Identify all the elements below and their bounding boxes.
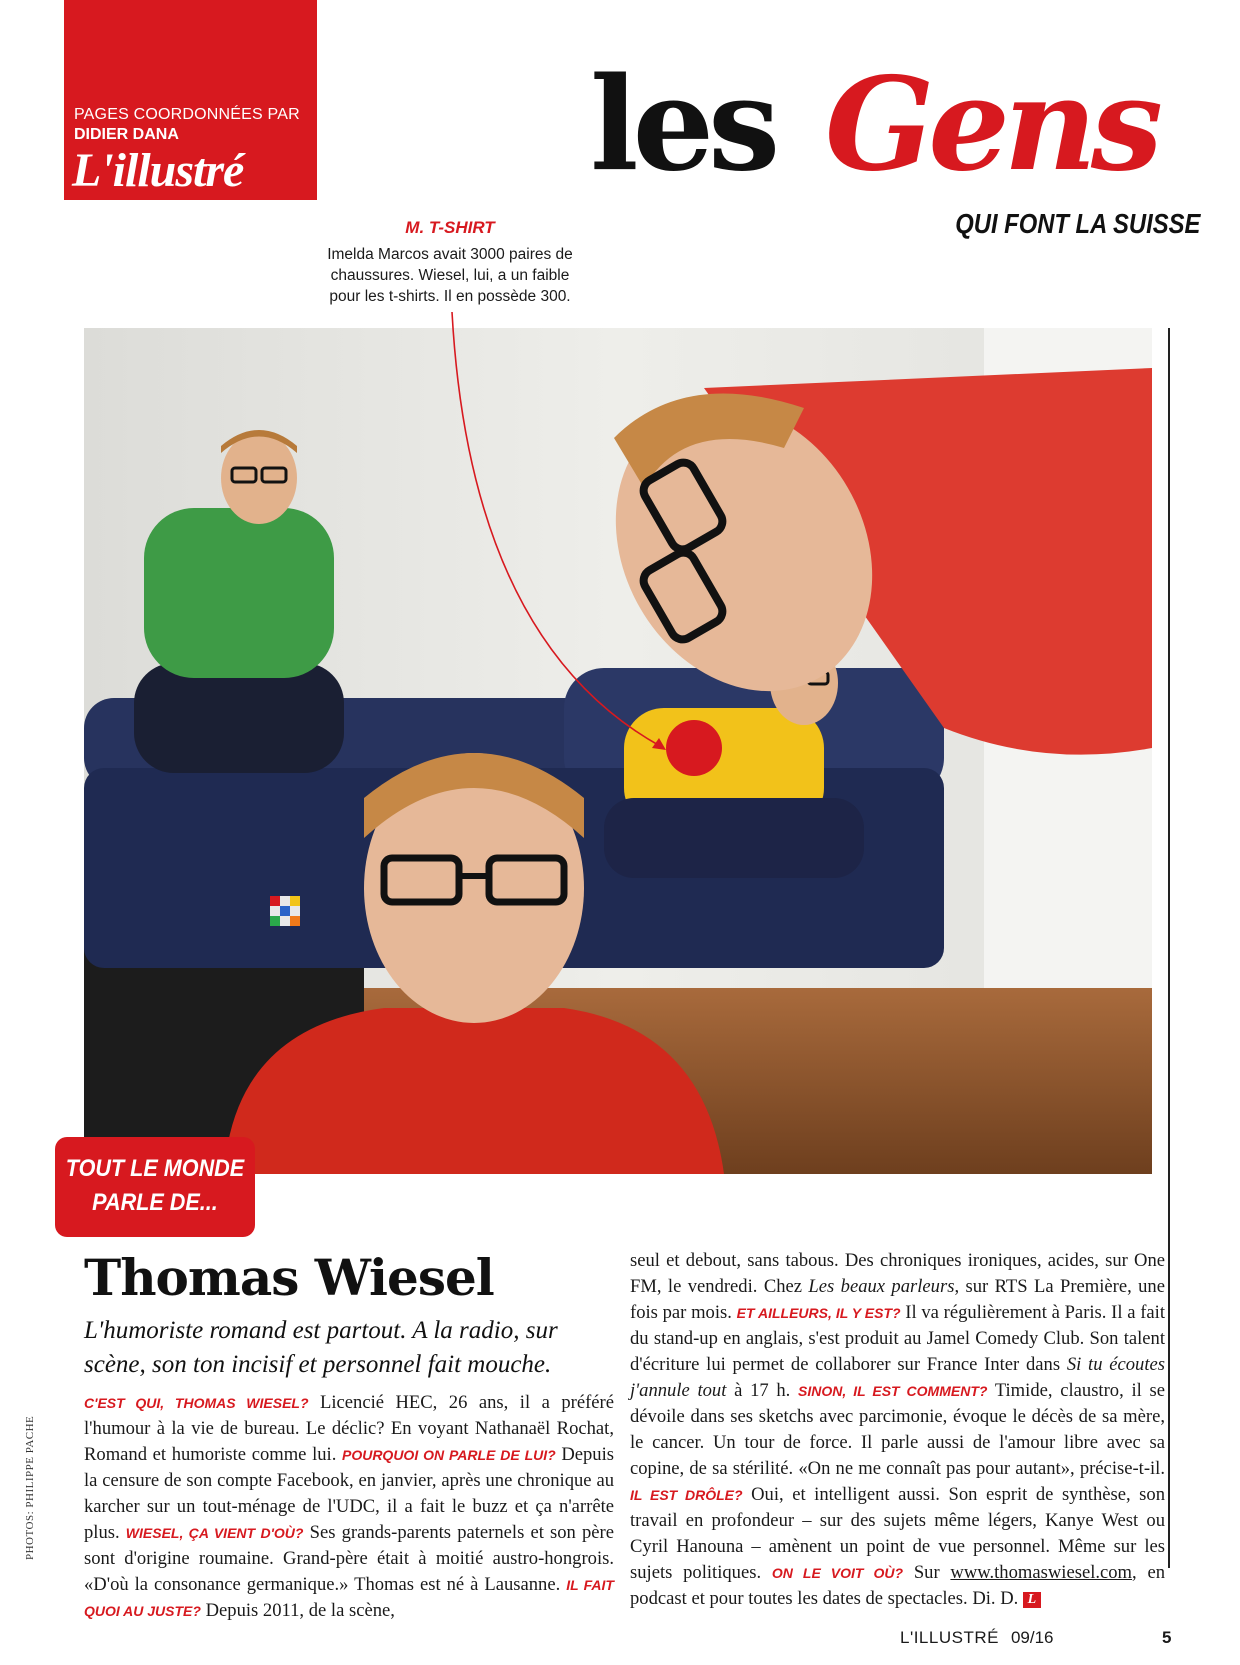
page-footer [900, 1628, 1172, 1648]
question-label: IL EST DRÔLE? [630, 1487, 743, 1503]
article-headline: Thomas Wiesel [84, 1248, 494, 1307]
rubiks-cube [270, 896, 300, 926]
question-label: C'EST QUI, THOMAS WIESEL? [84, 1395, 309, 1411]
main-photo [84, 328, 1152, 1174]
question-label: ET AILLEURS, IL Y EST? [736, 1305, 901, 1321]
answer-text: , sur RTS La Première, une fois par mois. [630, 1276, 1165, 1323]
tag-line-2: PARLE DE... [92, 1189, 218, 1216]
answer-text: Oui, et intelligent aussi. Son esprit de synthèse, son travail en profondeur – sur des sujets même légers, Kanye West ou Cyril Hanouna – amènent un point de vue personnel. Même sur les sujets politiques. [630, 1484, 1166, 1583]
website-link[interactable]: www.thomaswiesel.com [950, 1562, 1133, 1583]
article-lede: L'humoriste romand est partout. A la radio, sur scène, son ton incisif et personnel fait mouche. [84, 1317, 558, 1378]
caption-line: pour les t-shirts. Il en possède 300. [329, 288, 571, 305]
coordinated-by-label: PAGES COORDONNÉES PAR [74, 106, 300, 123]
answer-text: , en podcast et pour toutes les dates de spectacles. Di. D. [630, 1562, 1165, 1609]
magazine-logo: L'illustré [72, 144, 244, 197]
article-column-2 [630, 1248, 1165, 1612]
answer-text: Sur [903, 1562, 951, 1583]
coordinator-name: DIDIER DANA [74, 126, 179, 143]
caption-line: Imelda Marcos avait 3000 paires de [327, 246, 573, 263]
article-column-1 [84, 1390, 614, 1624]
section-subtitle: QUI FONT LA SUISSE [954, 208, 1200, 239]
question-label: ON LE VOIT OÙ? [771, 1565, 904, 1581]
section-tag [55, 1137, 255, 1237]
photo-caption-text [300, 244, 600, 307]
photo-caption-title: M. T-SHIRT [405, 218, 495, 237]
right-column-rule [1168, 328, 1170, 1568]
answer-text: Timide, claustro, il se dévoile dans ses sketchs avec parcimonie, évoque le décès de sa mère, le cancer. Un tour de force. Il parle aussi de l'amour libre avec sa copine, de sa stérilité. «On ne me connaît pas pour autant», précise-t-il. [630, 1380, 1165, 1479]
page-number: 5 [1162, 1628, 1172, 1647]
section-title-gens: Gens [825, 50, 1157, 200]
answer-text: Depuis 2011, de la scène, [200, 1600, 395, 1621]
header-red-box [64, 0, 317, 200]
end-mark-icon: L [1023, 1592, 1041, 1608]
question-label: WIESEL, ÇA VIENT D'OÙ? [125, 1525, 304, 1541]
answer-text: seul et debout, sans tabous. Des chroniques ironiques, acides, sur One FM, le vendredi. Chez [630, 1250, 1165, 1297]
footer-magazine: L'ILLUSTRÉ [900, 1628, 999, 1647]
question-label: POURQUOI ON PARLE DE LUI? [341, 1447, 556, 1463]
question-label: SINON, IL EST COMMENT? [798, 1383, 988, 1399]
photo-illustration [84, 328, 1152, 1174]
answer-text: Il va régulièrement à Paris. Il a fait du stand-up en anglais, s'est produit au Jamel Comedy Club. Son talent d'écriture lui permet de collaborer sur France Inter dans [630, 1302, 1165, 1375]
answer-text: à 17 h. [726, 1380, 799, 1401]
question-label: IL FAIT QUOI AU JUSTE? [84, 1577, 614, 1619]
tag-line-1: TOUT LE MONDE [65, 1155, 245, 1182]
section-title-les: les [590, 50, 775, 200]
caption-line: chaussures. Wiesel, lui, a un faible [330, 267, 570, 284]
show-title: Si tu écoutes j'annule tout [630, 1354, 1165, 1401]
answer-text: Ses grands-parents paternels et son père sont d'origine roumaine. Grand-père était à moitié austro-hongrois. «D'où la consonance germanique.» Thomas est né à Lausanne. [84, 1522, 614, 1595]
answer-text: Depuis la censure de son compte Facebook, en janvier, après une chronique au karcher sur un tout-ménage de l'UDC, il a fait le buzz et ça n'arrête plus. [84, 1444, 614, 1543]
answer-text: Licencié HEC, 26 ans, il a préféré l'humour à la vie de bureau. Le déclic? En voyant Nathanaël Rochat, Romand et humoriste comme lui. [84, 1392, 614, 1465]
footer-issue: 09/16 [1010, 1628, 1054, 1647]
photo-credit: PHOTOS: PHILIPPE PACHE [24, 1415, 36, 1560]
show-title: Les beaux parleurs [808, 1276, 955, 1297]
